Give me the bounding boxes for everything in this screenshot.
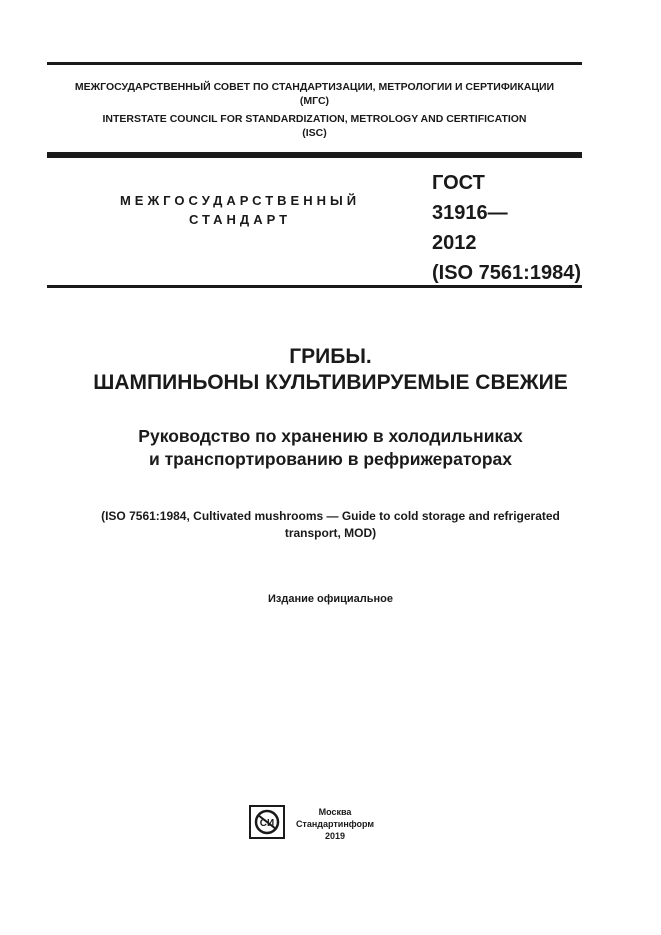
- publisher-name: Стандартинформ: [295, 819, 375, 829]
- gost-year: 2012: [432, 232, 477, 254]
- edition-label: Издание официальное: [267, 593, 394, 605]
- publisher-block: [290, 806, 380, 842]
- designation-divider: [47, 285, 582, 288]
- top-rule: [47, 62, 582, 65]
- publisher-logo-icon: [249, 805, 285, 839]
- iso-reference-line2: transport, MOD): [284, 526, 377, 540]
- standard-type-line1: МЕЖГОСУДАРСТВЕННЫЙ: [119, 193, 361, 208]
- publisher-city: Москва: [318, 807, 352, 817]
- document-title-line2: ШАМПИНЬОНЫ КУЛЬТИВИРУЕМЫЕ СВЕЖИЕ: [93, 371, 568, 394]
- gost-number: 31916—: [432, 202, 508, 224]
- iso-reference-line1: (ISO 7561:1984, Cultivated mushrooms — Guide to cold storage and refrigerated: [101, 509, 560, 523]
- document-title-line1: ГРИБЫ.: [289, 345, 372, 368]
- header-divider: [47, 152, 582, 158]
- gost-iso-equivalent: (ISO 7561:1984): [432, 262, 581, 284]
- logo-text: СИ: [259, 818, 275, 829]
- gost-designation: [432, 168, 581, 288]
- council-abbr-en: (ISC): [302, 127, 327, 139]
- council-name-en: INTERSTATE COUNCIL FOR STANDARDIZATION, METROLOGY AND CERTIFICATION: [102, 113, 527, 125]
- gost-label: ГОСТ: [432, 172, 485, 194]
- publisher-year: 2019: [324, 831, 346, 841]
- council-abbr-ru: (МГС): [299, 95, 330, 107]
- standard-type-line2: СТАНДАРТ: [188, 212, 292, 227]
- document-subtitle-line1: Руководство по хранению в холодильниках: [138, 426, 523, 446]
- council-name-ru: МЕЖГОСУДАРСТВЕННЫЙ СОВЕТ ПО СТАНДАРТИЗАЦИИ, МЕТРОЛОГИИ И СЕРТИФИКАЦИИ: [74, 81, 555, 93]
- document-subtitle-line2: и транспортированию в рефрижераторах: [148, 449, 513, 469]
